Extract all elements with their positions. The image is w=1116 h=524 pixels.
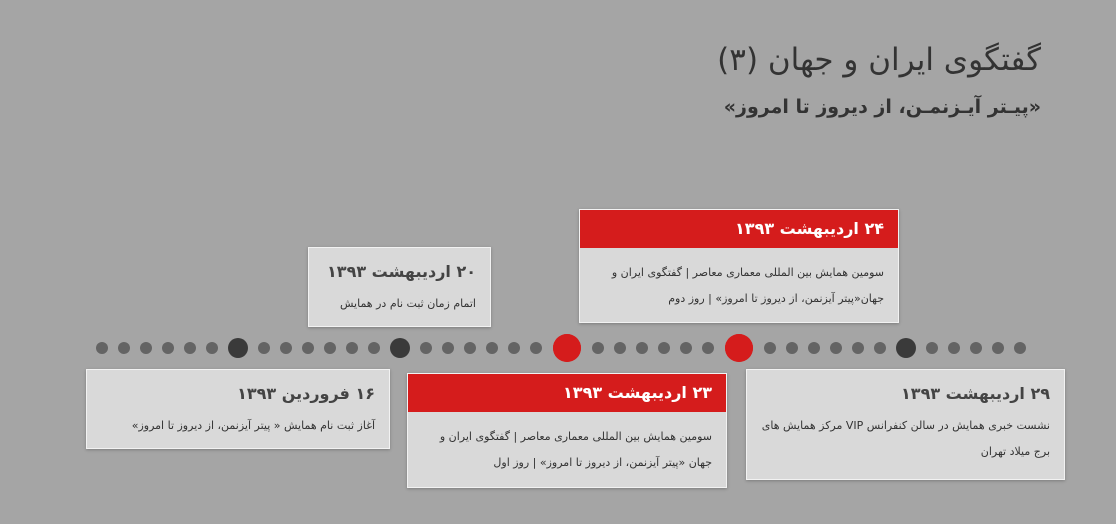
event-date: ۲۰ اردیبهشت ۱۳۹۳ <box>327 262 476 281</box>
timeline-dot <box>874 342 886 354</box>
event-description: سومین همایش بین المللی معماری معاصر | گفتگوی ایران و جهان «پیتر آیزنمن، از دیروز تا امروز» | روز اول <box>439 430 712 469</box>
timeline-dot <box>970 342 982 354</box>
timeline-dot <box>658 342 670 354</box>
timeline-dot <box>206 342 218 354</box>
timeline-dot <box>508 342 520 354</box>
event-description: سومین همایش بین المللی معماری معاصر | گفتگوی ایران و جهان«پیتر آیزنمن، از دیروز تا امروز» | روز دوم <box>611 266 884 305</box>
timeline-milestone-dot[interactable] <box>390 338 410 358</box>
event-card-highlighted <box>579 209 899 323</box>
event-card-highlighted <box>407 373 727 488</box>
timeline-dot <box>118 342 130 354</box>
page-title: گفتگوی ایران و جهان (۳) <box>717 42 1041 78</box>
timeline-dot <box>486 342 498 354</box>
timeline-dot <box>420 342 432 354</box>
timeline-dot <box>786 342 798 354</box>
timeline-dot <box>280 342 292 354</box>
timeline-dot <box>948 342 960 354</box>
timeline-dot <box>346 342 358 354</box>
timeline-active-dot[interactable] <box>553 334 581 362</box>
timeline-dot <box>140 342 152 354</box>
timeline-dot <box>614 342 626 354</box>
event-date: ۲۹ اردیبهشت ۱۳۹۳ <box>901 384 1050 403</box>
timeline-dot <box>302 342 314 354</box>
event-card <box>746 369 1065 480</box>
event-card <box>308 247 491 327</box>
timeline-dot <box>702 342 714 354</box>
event-card <box>86 369 390 449</box>
timeline-dot <box>258 342 270 354</box>
timeline-dot <box>1014 342 1026 354</box>
timeline-dot <box>764 342 776 354</box>
page-subtitle: «پیـتر آیـزنمـن، از دیروز تا امروز» <box>723 96 1041 118</box>
timeline-dot <box>368 342 380 354</box>
timeline-milestone-dot[interactable] <box>896 338 916 358</box>
event-date: ۲۳ اردیبهشت ۱۳۹۳ <box>408 374 726 412</box>
timeline-dot <box>162 342 174 354</box>
event-date: ۱۶ فروردین ۱۳۹۳ <box>237 384 375 403</box>
timeline-milestone-dot[interactable] <box>228 338 248 358</box>
timeline-dot <box>324 342 336 354</box>
timeline-dot <box>808 342 820 354</box>
timeline-dot <box>464 342 476 354</box>
timeline-active-dot[interactable] <box>725 334 753 362</box>
event-description: نشست خبری همایش در سالن کنفرانس VIP مرکز همایش های برج میلاد تهران <box>761 419 1050 458</box>
event-date: ۲۴ اردیبهشت ۱۳۹۳ <box>580 210 898 248</box>
timeline-dot <box>184 342 196 354</box>
timeline-dot <box>852 342 864 354</box>
timeline-dot <box>96 342 108 354</box>
timeline-dot <box>530 342 542 354</box>
event-description: اتمام زمان ثبت نام در همایش <box>340 297 476 310</box>
timeline-dot <box>926 342 938 354</box>
timeline-dot <box>592 342 604 354</box>
timeline-dot <box>830 342 842 354</box>
timeline-dot <box>636 342 648 354</box>
event-description: آغاز ثبت نام همایش « پیتر آیزنمن، از دیروز تا امروز» <box>131 419 375 432</box>
timeline-dot <box>442 342 454 354</box>
timeline-dot <box>992 342 1004 354</box>
timeline-dot <box>680 342 692 354</box>
